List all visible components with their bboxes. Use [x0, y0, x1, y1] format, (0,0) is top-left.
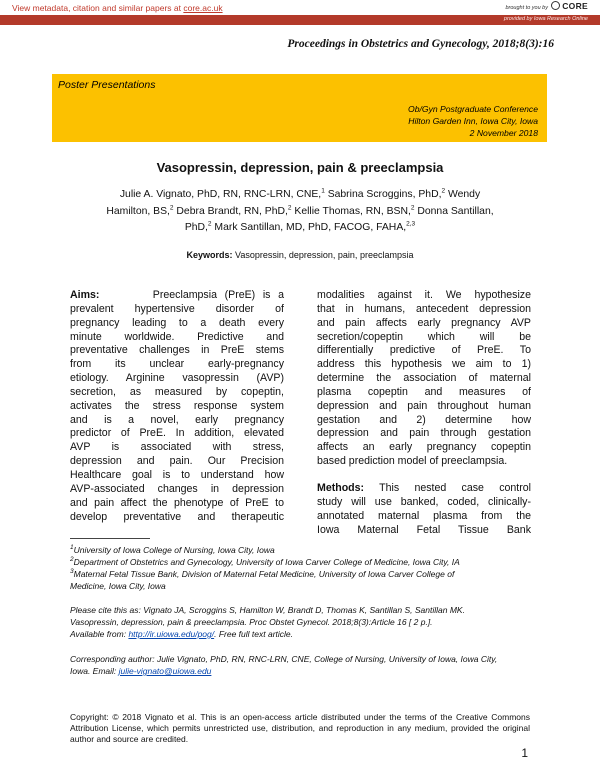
body-line: Iowa Maternal Fetal Tissue Bank — [317, 523, 531, 536]
body-line: depression and pain through gestation — [317, 427, 531, 440]
core-metadata-link[interactable] — [12, 3, 223, 13]
body-line: modalities against it. We hypothesize — [317, 289, 531, 301]
body-line: study will use banked, coded, clinically- — [317, 495, 531, 508]
methods-paragraph-start: Methods: This nested case control — [317, 481, 531, 494]
affiliation-2: $^2$Department of Obstetrics and Gynecology, University of Iowa Carver College of Medicine, Iowa City, IA — [70, 556, 460, 567]
page-number: 1 — [521, 746, 528, 760]
affiliation-3: $^3$Maternal Fetal Tissue Bank, Division of Maternal Fetal Medicine, University of Iowa Carver College of — [70, 568, 455, 579]
keywords — [0, 250, 600, 260]
keywords-text: Vasopressin, depression, pain, preeclampsia — [232, 250, 414, 260]
conference-venue: Hilton Garden Inn, Iowa City, Iowa — [408, 116, 538, 126]
body-line: etiology. Arginine vasopressin (AVP) — [70, 372, 284, 385]
affiliation-3-cont: Medicine, Iowa City, Iowa — [70, 581, 166, 591]
section-label: Poster Presentations — [58, 79, 156, 91]
corresponding-email-line: Iowa. Email: julie-vignato@uiowa.edu — [70, 666, 212, 676]
body-line: minute worldwide. Predictive and — [70, 330, 284, 343]
conference-name: Ob/Gyn Postgraduate Conference — [408, 104, 538, 114]
body-line: secretion, as measured by copeptin, — [70, 385, 284, 398]
body-line: that in humans, antecedent depression — [317, 302, 531, 315]
body-line: AVP is associated with stress, — [70, 441, 284, 454]
author-line-2: Hamilton, BS,$^2$ Debra Brandt, RN, PhD,$^2$ Kellie Thomas, RN, BSN,$^2$ Donna Santillan, — [106, 204, 494, 217]
core-logo-icon — [551, 1, 560, 10]
paragraph-gap — [317, 469, 531, 482]
author-line-1: Julie A. Vignato, PhD, RN, RNC-LRN, CNE,$^1$ Sabrina Scroggins, PhD,$^2$ Wendy — [119, 187, 481, 200]
body-line: preventative challenges in PreE stems — [70, 344, 284, 357]
body-line: and pain affect the phenotype of PreE to — [70, 496, 284, 509]
body-line: activates the stress response system — [70, 399, 284, 412]
body-line: determine the association of maternal — [317, 372, 531, 385]
body-line: prevalent hypertensive disorder of — [70, 302, 284, 315]
body-line: based prediction model of preeclampsia. — [317, 455, 508, 468]
body-line: AVP-associated changes in depression — [70, 482, 284, 495]
body-line: differentially predictive of PreE. To — [317, 344, 531, 357]
body-line: from its unclear early-pregnancy — [70, 358, 284, 371]
body-column-right — [317, 289, 531, 537]
body-line: develop preventative and therapeutic — [70, 510, 284, 523]
body-line: plasma copeptin and measures of — [317, 385, 531, 398]
journal-header: Proceedings in Obstetrics and Gynecology, 2018;8(3):16 — [287, 38, 554, 50]
body-line: depression and pain. Our Precision — [70, 455, 284, 468]
footnote-divider — [70, 538, 150, 539]
body-line: secretion/copeptin which will be — [317, 330, 531, 343]
body-line: annotated maternal plasma from the — [317, 509, 531, 522]
citation-line-3: Available from: http://ir.uiowa.edu/pog/. Free full text article. — [70, 629, 294, 639]
core-link-text: View metadata, citation and similar papers at — [12, 3, 184, 13]
body-line: address this hypothesis we aim to 1) — [317, 358, 531, 371]
author-email-link[interactable]: julie-vignato@uiowa.edu — [118, 666, 212, 676]
body-line: affects an early pregnancy copeptin — [317, 441, 531, 454]
copyright-notice: Copyright: © 2018 Vignato et al. This is an open-access article distributed under the terms of the Creative Commons Attribution License, which permits unrestricted use, distribution, and reproduction in any medium, provided the original author and source are credited. — [70, 712, 530, 745]
journal-url-link[interactable]: http://ir.uiowa.edu/pog/ — [128, 629, 215, 639]
core-logo[interactable] — [551, 1, 588, 11]
core-link-url[interactable]: core.ac.uk — [183, 3, 223, 13]
body-line: Healthcare goal is to understand how — [70, 468, 284, 481]
author-line-3: PhD,$^2$ Mark Santillan, MD, PhD, FACOG, FAHA,$^{2,3}$ — [184, 220, 416, 233]
body-line: pregnancy leading to a death every — [70, 316, 284, 329]
body-column-left — [70, 289, 284, 524]
citation-line-1: Please cite this as: Vignato JA, Scroggins S, Hamilton W, Brandt D, Thomas K, Santillan S, Santillan MK. — [70, 605, 465, 615]
body-line: depression and pain throughout human — [317, 399, 531, 412]
conference-date: 2 November 2018 — [469, 128, 538, 138]
body-line: and pain affects early pregnancy AVP — [317, 316, 531, 329]
article-title: Vasopressin, depression, pain & preeclampsia — [156, 160, 444, 175]
affiliation-1: $^1$University of Iowa College of Nursing, Iowa City, Iowa — [70, 544, 275, 555]
body-line: gestation and 2) determine how — [317, 413, 531, 426]
core-logo-text: CORE — [562, 1, 588, 11]
corresponding-author: Corresponding author: Julie Vignato, PhD, RN, RNC-LRN, CNE, College of Nursing, University of Iowa, Iowa City, — [70, 654, 498, 664]
citation-line-2: Vasopressin, depression, pain & preeclampsia. Proc Obstet Gynecol. 2018;8(3):Article 16 [ 2 p.]. — [70, 617, 433, 627]
body-line: and is a novel, early pregnancy — [70, 413, 284, 426]
provided-by-text: provided by Iowa Research Online — [503, 15, 588, 22]
aims-paragraph-start: Aims: Preeclampsia (PreE) is a — [70, 289, 284, 301]
body-line: predictor of PreE. In addition, elevated — [70, 427, 284, 440]
brought-by-text: brought to you by — [505, 5, 548, 11]
keywords-label: Keywords: — [186, 250, 233, 260]
